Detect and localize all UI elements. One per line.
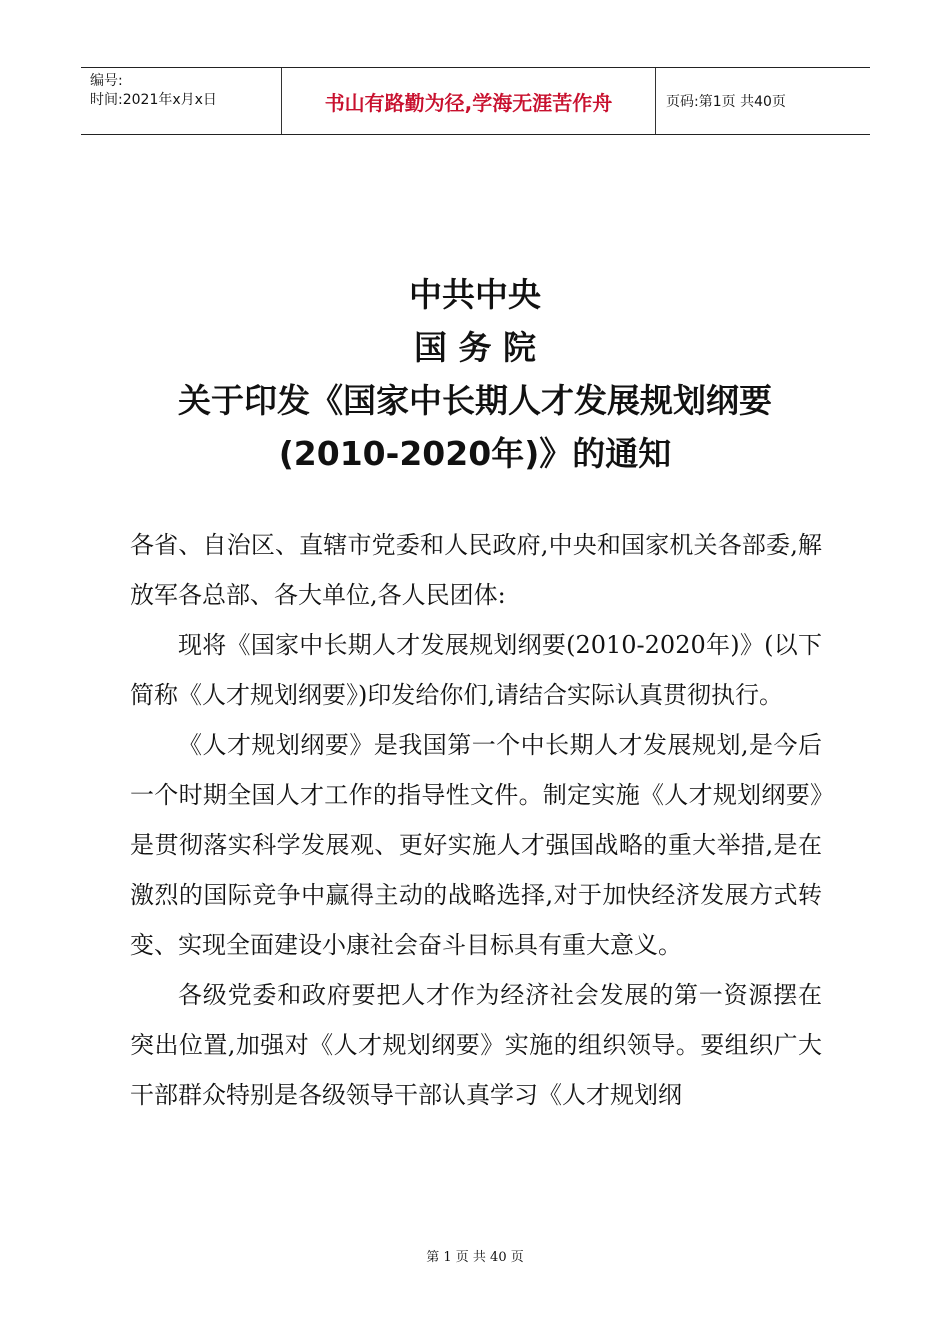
page-footer: 第 1 页 共 40 页 — [426, 1250, 524, 1265]
header-meta-cell — [81, 68, 282, 134]
header-table — [81, 67, 870, 135]
serial-label: 编号: — [90, 73, 123, 89]
title-line-2: 国 务 院 — [414, 328, 536, 367]
document-body — [130, 520, 822, 1120]
addressee-paragraph: 各省、自治区、直辖市党委和人民政府,中央和国家机关各部委,解放军各总部、各大单位,各人民团体: — [130, 531, 822, 609]
document-title — [0, 268, 950, 480]
title-line-3: 关于印发《国家中长期人才发展规划纲要 — [178, 381, 772, 420]
title-line-4: (2010-2020年)》的通知 — [278, 434, 672, 473]
date-label: 时间:2021年x月x日 — [90, 92, 217, 108]
title-line-1: 中共中央 — [409, 275, 541, 314]
header-page-info: 页码:第1页 共40页 — [666, 94, 786, 110]
body-paragraph-1: 现将《国家中长期人才发展规划纲要(2010-2020年)》(以下简称《人才规划纲要》)印发给你们,请结合实际认真贯彻执行。 — [130, 631, 822, 709]
header-motto: 书山有路勤为径,学海无涯苦作舟 — [282, 68, 656, 134]
body-paragraph-2: 《人才规划纲要》是我国第一个中长期人才发展规划,是今后一个时期全国人才工作的指导性文件。制定实施《人才规划纲要》是贯彻落实科学发展观、更好实施人才强国战略的重大举措,是在激烈的国际竞争中赢得主动的战略选择,对于加快经济发展方式转变、实现全面建设小康社会奋斗目标具有重大意义。 — [130, 731, 822, 959]
body-paragraph-3: 各级党委和政府要把人才作为经济社会发展的第一资源摆在突出位置,加强对《人才规划纲要》实施的组织领导。要组织广大干部群众特别是各级领导干部认真学习《人才规划纲 — [130, 981, 822, 1109]
